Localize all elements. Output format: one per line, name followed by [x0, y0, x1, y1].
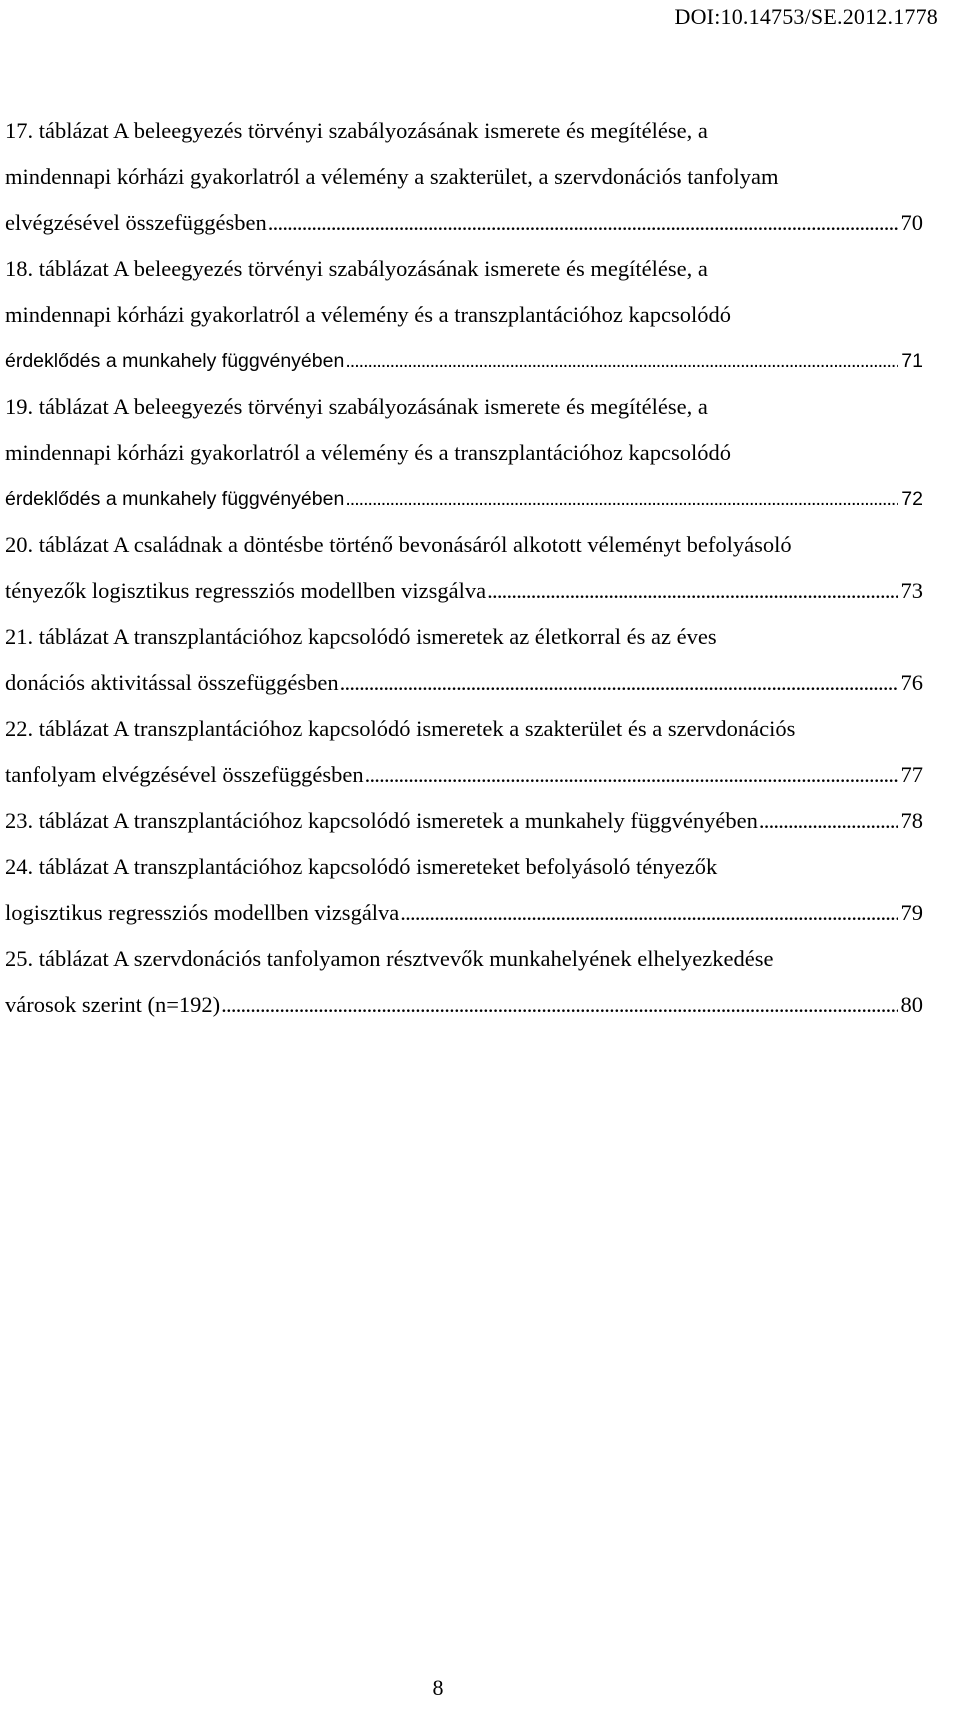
toc-entry-line: [5, 292, 923, 338]
toc-entry-text: tanfolyam elvégzésével összefüggésben: [5, 762, 364, 787]
dot-leader: [345, 476, 898, 522]
dot-leader: [268, 200, 898, 246]
page-number: 8: [432, 1675, 444, 1700]
dot-leader: [340, 660, 898, 706]
toc-entry-line: [5, 338, 923, 384]
doi-header: DOI:10.14753/SE.2012.1778: [674, 4, 938, 29]
toc-entry-text: mindennapi kórházi gyakorlatról a vélemény és a transzplantációhoz kapcsolódó: [5, 302, 731, 327]
toc-entry-text: érdeklődés a munkahely függvényében: [5, 350, 345, 372]
toc-entry-25[interactable]: [5, 936, 923, 1028]
toc-entry-line: [5, 936, 923, 982]
toc-entry-line: [5, 430, 923, 476]
toc-entry-line: [5, 522, 923, 568]
toc-entry-line: [5, 660, 923, 706]
toc-entry-text: városok szerint (n=192): [5, 992, 221, 1017]
toc-page-number: 70: [900, 210, 923, 235]
toc-entry-text: mindennapi kórházi gyakorlatról a vélemény a szakterület, a szervdonációs tanfolyam: [5, 164, 779, 189]
toc-page-number: 72: [901, 488, 923, 510]
toc-entry-text: 23. táblázat A transzplantációhoz kapcsolódó ismeretek a munkahely függvényében: [5, 808, 758, 833]
toc-entry-24[interactable]: [5, 844, 923, 936]
toc-entry-17[interactable]: [5, 108, 923, 246]
toc-page-number: 73: [900, 578, 923, 603]
toc-entry-line: [5, 752, 923, 798]
toc-entry-text: 25. táblázat A szervdonációs tanfolyamon résztvevők munkahelyének elhelyezkedése: [5, 946, 774, 971]
dot-leader: [759, 798, 898, 844]
toc-entry-text: 22. táblázat A transzplantációhoz kapcsolódó ismeretek a szakterület és a szervdonációs: [5, 716, 796, 741]
toc-entry-text: 21. táblázat A transzplantációhoz kapcsolódó ismeretek az életkorral és az éves: [5, 624, 717, 649]
dot-leader: [345, 338, 898, 384]
toc-entry-text: donációs aktivitással összefüggésben: [5, 670, 339, 695]
table-of-contents: [5, 108, 923, 1028]
toc-page-number: 76: [900, 670, 923, 695]
toc-entry-19[interactable]: [5, 384, 923, 522]
toc-page-number: 78: [900, 808, 923, 833]
dot-leader: [400, 890, 897, 936]
toc-entry-text: 17. táblázat A beleegyezés törvényi szabályozásának ismerete és megítélése, a: [5, 118, 708, 143]
toc-entry-line: [5, 108, 923, 154]
toc-entry-line: [5, 614, 923, 660]
toc-entry-line: [5, 844, 923, 890]
toc-entry-text: érdeklődés a munkahely függvényében: [5, 488, 345, 510]
toc-entry-text: 19. táblázat A beleegyezés törvényi szabályozásának ismerete és megítélése, a: [5, 394, 708, 419]
toc-page-number: 77: [900, 762, 923, 787]
toc-entry-line: [5, 706, 923, 752]
toc-entry-line: [5, 890, 923, 936]
toc-entry-line: [5, 246, 923, 292]
toc-entry-18[interactable]: [5, 246, 923, 384]
toc-entry-text: elvégzésével összefüggésben: [5, 210, 267, 235]
toc-page-number: 79: [900, 900, 923, 925]
dot-leader: [365, 752, 898, 798]
toc-entry-text: 18. táblázat A beleegyezés törvényi szabályozásának ismerete és megítélése, a: [5, 256, 708, 281]
toc-entry-line: [5, 568, 923, 614]
toc-entry-line: [5, 154, 923, 200]
toc-entry-line: [5, 982, 923, 1028]
dot-leader: [487, 568, 897, 614]
toc-entry-line: [5, 384, 923, 430]
toc-page-number: 71: [901, 350, 923, 372]
toc-entry-20[interactable]: [5, 522, 923, 614]
toc-entry-text: mindennapi kórházi gyakorlatról a vélemény és a transzplantációhoz kapcsolódó: [5, 440, 731, 465]
toc-entry-21[interactable]: [5, 614, 923, 706]
toc-entry-line: [5, 200, 923, 246]
toc-entry-22[interactable]: [5, 706, 923, 798]
dot-leader: [221, 982, 897, 1028]
toc-page-number: 80: [900, 992, 923, 1017]
toc-entry-text: 20. táblázat A családnak a döntésbe történő bevonásáról alkotott véleményt befolyásoló: [5, 532, 792, 557]
toc-entry-23[interactable]: [5, 798, 923, 844]
toc-entry-line: [5, 798, 923, 844]
toc-entry-line: [5, 476, 923, 522]
toc-entry-text: logisztikus regressziós modellben vizsgálva: [5, 900, 400, 925]
toc-entry-text: 24. táblázat A transzplantációhoz kapcsolódó ismereteket befolyásoló tényezők: [5, 854, 718, 879]
toc-entry-text: tényezők logisztikus regressziós modellben vizsgálva: [5, 578, 487, 603]
